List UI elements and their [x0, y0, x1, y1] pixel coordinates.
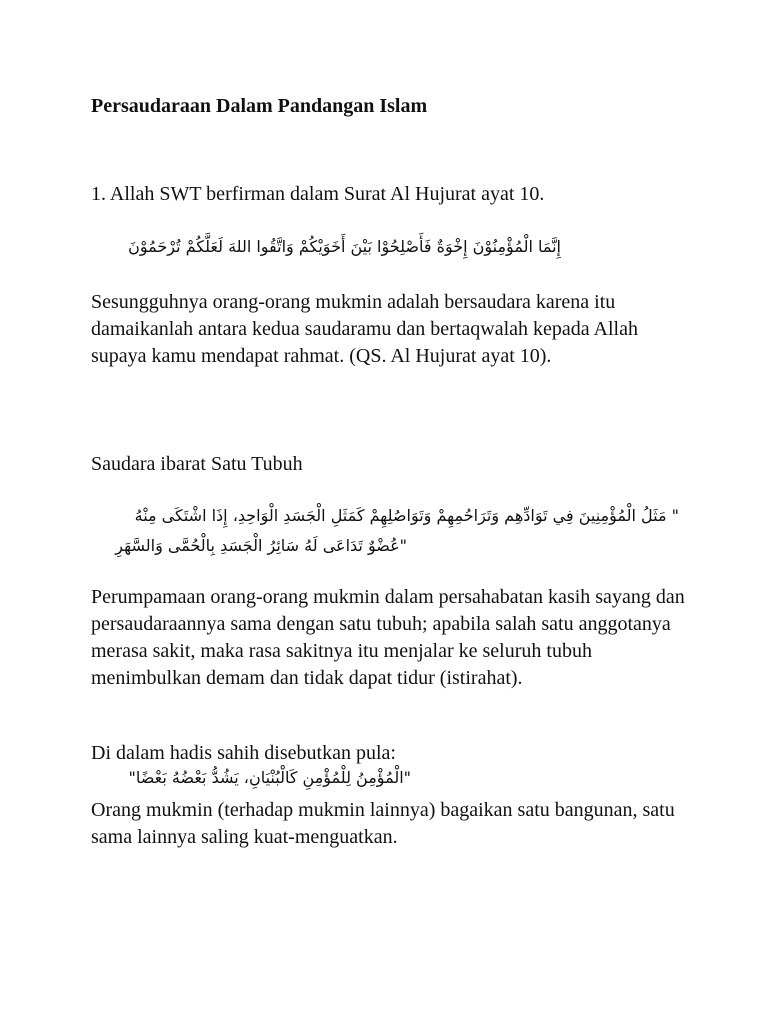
section3-translation: Orang mukmin (terhadap mukmin lainnya) bagaikan satu bangunan, satu sama lainnya saling kuat-menguatkan. — [91, 799, 675, 848]
section3-arabic-hadith: "الْمُؤْمِنُ لِلْمُؤْمِنِ كَالْبُنْيَانِ، يَشُدُّ بَعْضُهُ بَعْضًا" — [128, 768, 411, 787]
section1-heading: 1. Allah SWT berfirman dalam Surat Al Hujurat ayat 10. — [91, 183, 545, 205]
section2-translation: Perumpamaan orang-orang mukmin dalam persahabatan kasih sayang dan persaudaraannya sama dengan satu tubuh; apabila salah satu anggotanya merasa sakit, maka rasa sakitnya itu menjalar ke seluruh tubuh menimbulkan demam dan tidak dapat tidur (istirahat). — [91, 586, 685, 689]
section1-translation: Sesungguhnya orang-orang mukmin adalah bersaudara karena itu damaikanlah antara kedua saudaramu dan bertaqwalah kepada Allah supaya kamu mendapat rahmat. (QS. Al Hujurat ayat 10). — [91, 291, 638, 367]
document-title: Persaudaraan Dalam Pandangan Islam — [91, 95, 428, 117]
section2-arabic-line-1: " مَثَلُ الْمُؤْمِنِينَ فِي تَوَادِّهِم وَتَرَاحُمِهِمْ وَتَوَاصُلِهِمْ كَمَثَلِ الْجَسَدِ الْوَاحِدِ، إِذَا اشْتَكَى مِنْهُ — [134, 506, 679, 525]
section1-arabic-verse: إِنَّمَا الْمُؤْمِنُوْنَ إِخْوَةٌ فَأَصْلِحُوْا بَيْنَ أَخَوَيْكُمْ وَاتَّقُوا اللهَ لَعَلَّكُمْ تُرْحَمُوْنَ — [128, 237, 561, 256]
section3-intro: Di dalam hadis sahih disebutkan pula: — [91, 742, 396, 764]
section2-arabic-line-2: "عُضْوٌ تَدَاعَى لَهُ سَائِرُ الْجَسَدِ بِالْحُمَّى وَالسَّهَرِ — [115, 536, 407, 555]
section2-heading: Saudara ibarat Satu Tubuh — [91, 453, 303, 475]
